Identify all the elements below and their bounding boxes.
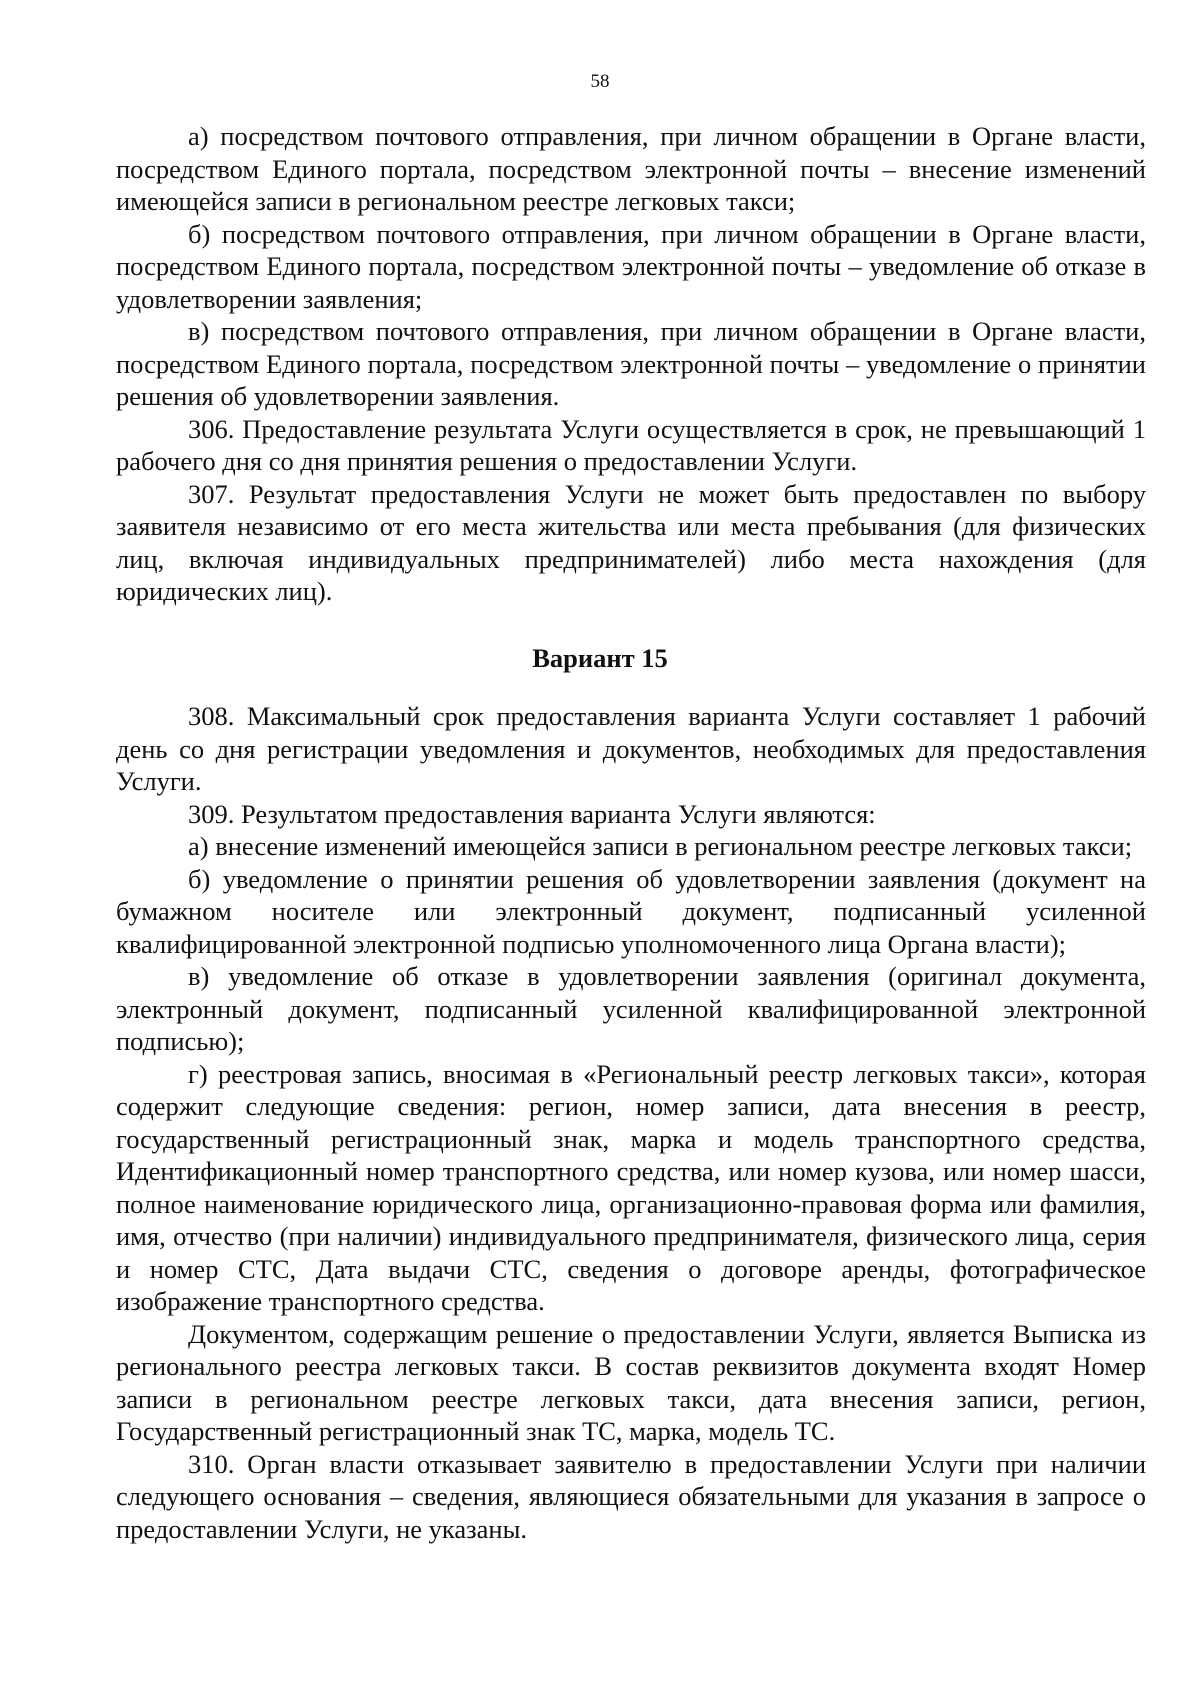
- paragraph-308: 308. Максимальный срок предоставления варианта Услуги составляет 1 рабочий день со дня регистрации уведомления и документов, необходимых для предоставления Услуги.: [116, 701, 1146, 796]
- paragraph-310: 310. Орган власти отказывает заявителю в предоставлении Услуги при наличии следующего основания – сведения, являющиеся обязательными для указания в запросе о предоставлении Услуги, не указаны.: [116, 1448, 1146, 1544]
- paragraph-delivery-b: б) посредством почтового отправления, при личном обращении в Органе власти, посредством Единого портала, посредством электронной почты – уведомление об отказе в удовлетворении заявления;: [116, 218, 1146, 314]
- paragraph-delivery-c: в) посредством почтового отправления, при личном обращении в Органе власти, посредством Единого портала, посредством электронной почты – уведомление о принятии решения об удовлетворении заявления.: [116, 316, 1146, 411]
- paragraph-306: 306. Предоставление результата Услуги осуществляется в срок, не превышающий 1 рабочего дня со дня принятия решения о предоставлении Услуги.: [116, 413, 1146, 476]
- paragraph-decision-document: Документом, содержащим решение о предоставлении Услуги, является Выписка из регионального реестра легковых такси. В состав реквизитов документа входят Номер записи в региональном реестре легковых такси, дата внесения записи, регион, Государственный регистрационный знак ТС, марка, модель ТС.: [116, 1318, 1146, 1446]
- paragraph-delivery-a: а) посредством почтового отправления, при личном обращении в Органе власти, посредством Единого портала, посредством электронной почты – внесение изменений имеющейся записи в региональном реестре легковых такси;: [116, 121, 1146, 216]
- section-heading: Вариант 15: [532, 643, 668, 673]
- paragraph-309-b: б) уведомление о принятии решения об удовлетворении заявления (документ на бумажном носителе или электронный документ, подписанный усиленной квалифицированной электронной подписью уполномоченного лица Органа власти);: [116, 863, 1146, 959]
- paragraph-307: 307. Результат предоставления Услуги не может быть предоставлен по выбору заявителя независимо от его места жительства или места пребывания (для физических лиц, включая индивидуальных предпринимателей) либо места нахождения (для юридических лиц).: [116, 478, 1146, 606]
- text-block-after-heading: [116, 700, 1146, 1545]
- page-number: 58: [590, 71, 610, 92]
- paragraph-309-a: а) внесение изменений имеющейся записи в региональном реестре легковых такси;: [188, 831, 1133, 861]
- paragraph-309: 309. Результатом предоставления варианта Услуги являются:: [188, 798, 876, 829]
- paragraph-309-c: в) уведомление об отказе в удовлетворении заявления (оригинал документа, электронный документ, подписанный усиленной квалифицированной электронной подписью);: [116, 961, 1146, 1056]
- paragraph-309-d: г) реестровая запись, вносимая в «Региональный реестр легковых такси», которая содержит следующие сведения: регион, номер записи, дата внесения в реестр, государственный регистрационный знак, марка и модель транспортного средства, Идентификационный номер транспортного средства, или номер кузова, или номер шасси, полное наименование юридического лица, организационно-правовая форма или фамилия, имя, отчество (при наличии) индивидуального предпринимателя, физического лица, серия и номер СТС, Дата выдачи СТС, сведения о договоре аренды, фотографическое изображение транспортного средства.: [116, 1058, 1146, 1316]
- text-block-before-heading: [116, 120, 1146, 608]
